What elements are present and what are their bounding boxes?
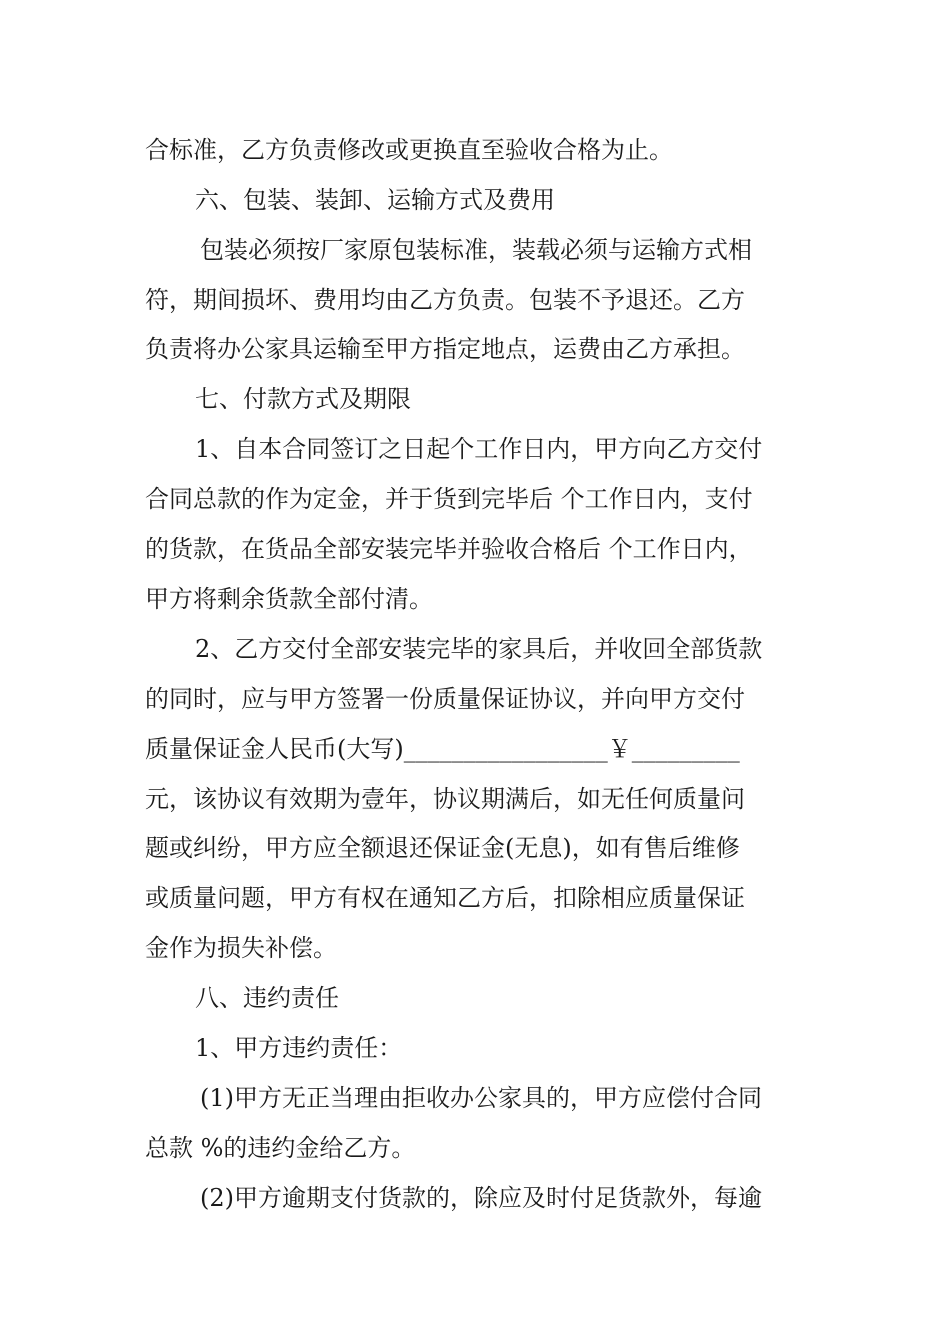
text-line: (1)甲方无正当理由拒收办公家具的，甲方应偿付合同 xyxy=(200,1084,762,1112)
text-line: 包装必须按厂家原包装标准，装载必须与运输方式相 xyxy=(200,236,752,264)
section-heading-liability: 八、违约责任 xyxy=(195,984,339,1012)
text-line: 1、甲方违约责任： xyxy=(195,1034,403,1062)
text-line: 的同时，应与甲方签署一份质量保证协议，并向甲方交付 xyxy=(145,685,745,713)
text-line: 的货款，在货品全部安装完毕并验收合格后 个工作日内， xyxy=(145,535,753,563)
text-line: 合同总款的作为定金，并于货到完毕后 个工作日内，支付 xyxy=(145,485,753,513)
text-line: 金作为损失补偿。 xyxy=(145,934,337,962)
text-line: 甲方将剩余货款全部付清。 xyxy=(145,585,433,613)
text-line: (2)甲方逾期支付货款的，除应及时付足货款外，每逾 xyxy=(200,1184,762,1212)
text-line: 1、自本合同签订之日起个工作日内，甲方向乙方交付 xyxy=(195,435,763,463)
text-line: 或质量问题，甲方有权在通知乙方后，扣除相应质量保证 xyxy=(145,884,745,912)
text-line: 总款 %的违约金给乙方。 xyxy=(145,1134,416,1162)
text-line: 元，该协议有效期为壹年，协议期满后，如无任何质量问 xyxy=(145,785,745,813)
text-line-deposit-blank: 质量保证金人民币(大写)_________________￥_________ xyxy=(145,735,740,763)
text-line: 符，期间损坏、费用均由乙方负责。包装不予退还。乙方 xyxy=(145,286,745,314)
section-heading-packaging: 六、包装、装卸、运输方式及费用 xyxy=(195,186,555,214)
text-line: 负责将办公家具运输至甲方指定地点，运费由乙方承担。 xyxy=(145,335,745,363)
section-heading-payment: 七、付款方式及期限 xyxy=(195,385,411,413)
text-line: 题或纠纷，甲方应全额退还保证金(无息)，如有售后维修 xyxy=(145,834,740,862)
text-line: 合标准，乙方负责修改或更换直至验收合格为止。 xyxy=(145,136,673,164)
text-line: 2、乙方交付全部安装完毕的家具后，并收回全部货款 xyxy=(195,635,763,663)
